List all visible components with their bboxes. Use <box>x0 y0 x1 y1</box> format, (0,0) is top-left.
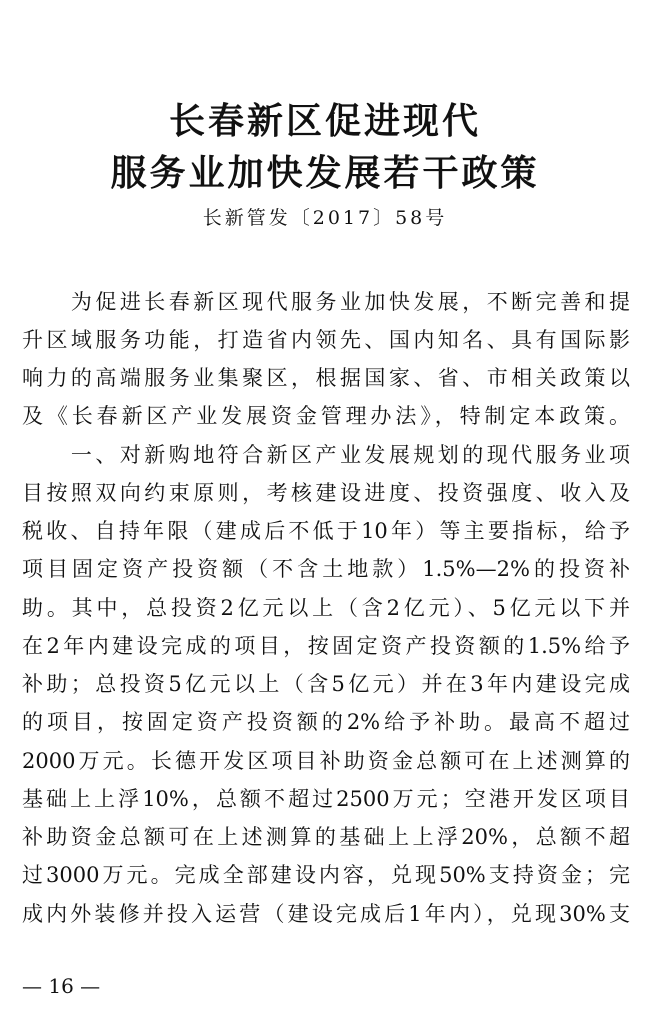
body-line: 2000万元。长德开发区项目补助资金总额可在上述测算的 <box>22 749 630 773</box>
body-line: 基础上上浮10%，总额不超过2500万元；空港开发区项目 <box>22 787 630 811</box>
body-line: 助。其中，总投资2亿元以上（含2亿元）、5亿元以下并 <box>22 596 630 620</box>
body-line: 在2年内建设完成的项目，按固定资产投资额的1.5%给予 <box>22 634 630 658</box>
body-line: 成内外装修并投入运营（建设完成后1年内），兑现30%支 <box>22 902 630 926</box>
document-title-line-2: 服务业加快发展若干政策 <box>110 153 540 194</box>
body-line: 的项目，按固定资产投资额的2%给予补助。最高不超过 <box>22 710 630 734</box>
body-line: 及《长春新区产业发展资金管理办法》，特制定本政策。 <box>22 404 630 428</box>
body-line: 项目固定资产投资额（不含土地款）1.5%—2%的投资补 <box>22 557 630 581</box>
document-number: 长新管发〔2017〕58号 <box>202 207 448 229</box>
body-line: 一、对新购地符合新区产业发展规划的现代服务业项 <box>22 443 630 467</box>
document-title-line-1: 长春新区促进现代 <box>168 101 481 142</box>
body-line: 补助资金总额可在上述测算的基础上上浮20%，总额不超 <box>22 825 630 849</box>
body-line: 目按照双向约束原则，考核建设进度、投资强度、收入及 <box>22 481 630 505</box>
body-line: 过3000万元。完成全部建设内容，兑现50%支持资金；完 <box>22 863 630 887</box>
body-line: 为促进长春新区现代服务业加快发展，不断完善和提 <box>22 290 630 314</box>
page-number: — 16 — <box>22 974 101 998</box>
body-line: 响力的高端服务业集聚区，根据国家、省、市相关政策以 <box>22 366 630 390</box>
body-line: 税收、自持年限（建成后不低于10年）等主要指标，给予 <box>22 519 630 543</box>
body-line: 升区域服务功能，打造省内领先、国内知名、具有国际影 <box>22 328 630 352</box>
body-line: 补助；总投资5亿元以上（含5亿元）并在3年内建设完成 <box>22 672 630 696</box>
